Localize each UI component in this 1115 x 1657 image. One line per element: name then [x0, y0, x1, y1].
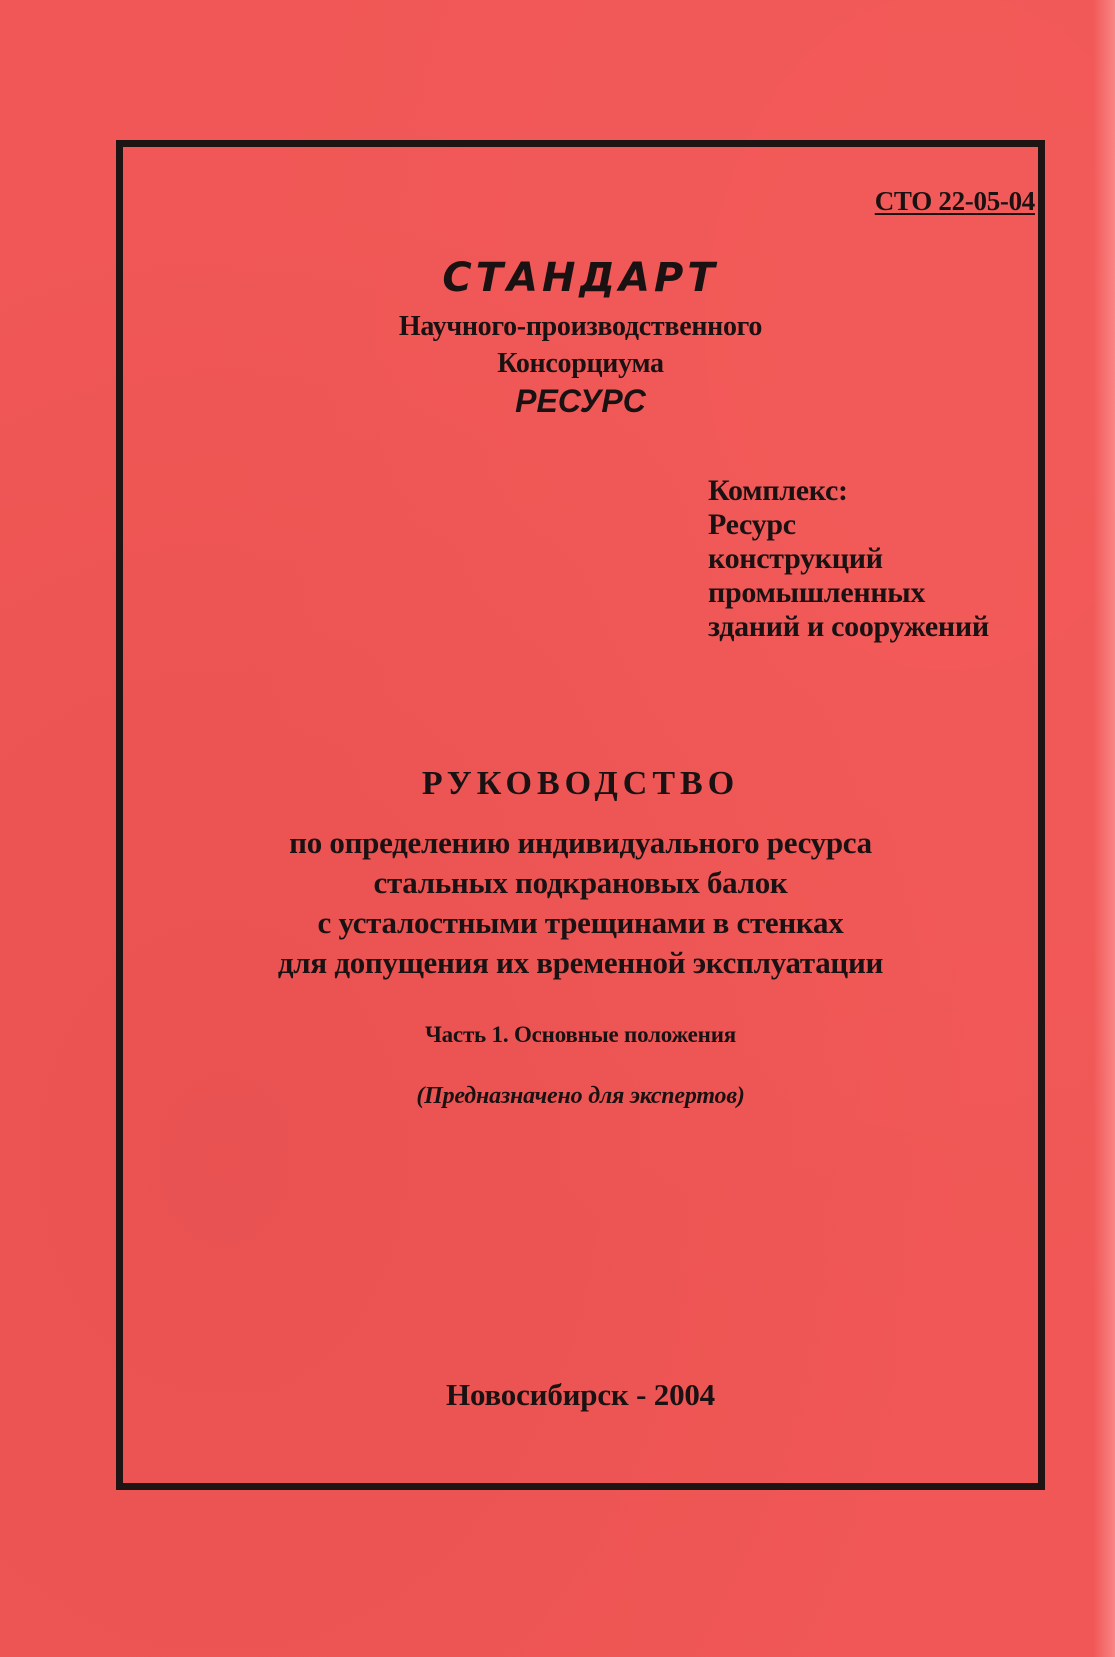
city-year: Новосибирск - 2004 [446, 1377, 715, 1412]
guide-subtitle-line: с усталостными трещинами в стенках [317, 905, 844, 940]
complex-block [708, 474, 989, 644]
organization-line-1: Научного-производственного [398, 311, 763, 342]
complex-line: промышленных [708, 576, 926, 609]
scan-edge [1093, 0, 1115, 1657]
complex-line: конструкций [708, 542, 883, 575]
organization-line-2: Консорциума [497, 348, 664, 379]
complex-line: Ресурс [708, 508, 796, 541]
part-title: Часть 1. Основные положения [424, 1022, 737, 1047]
organization-name: РЕСУРС [515, 383, 646, 419]
guide-subtitle-line: для допущения их временной эксплуатации [277, 945, 884, 980]
complex-line: Комплекс: [708, 474, 848, 507]
document-code: СТО 22-05-04 [874, 186, 1035, 216]
guide-title: РУКОВОДСТВО [421, 765, 740, 802]
audience-note: (Предназначено для экспертов) [416, 1083, 745, 1109]
complex-line: зданий и сооружений [708, 610, 989, 643]
guide-subtitle [116, 823, 1045, 983]
standard-title: СТАНДАРТ [442, 255, 719, 301]
guide-subtitle-line: по определению индивидуального ресурса [289, 825, 872, 860]
guide-subtitle-line: стальных подкрановых балок [373, 865, 788, 900]
